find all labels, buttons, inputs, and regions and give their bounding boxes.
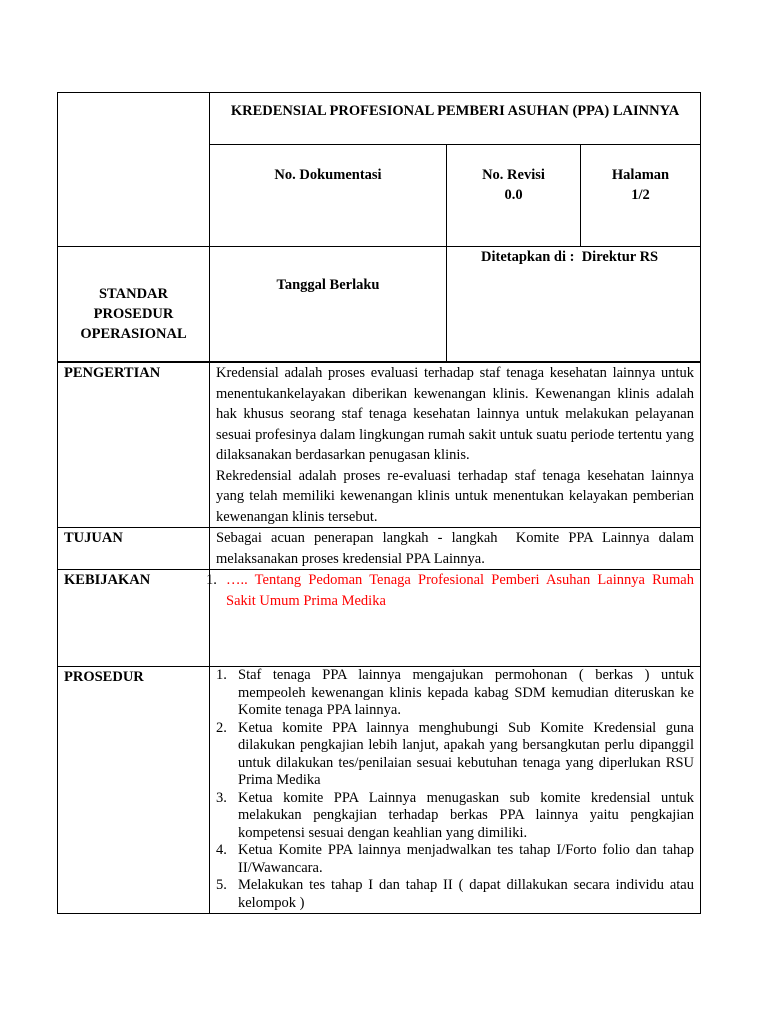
tujuan-content bbox=[210, 528, 701, 570]
kebijakan-label: KEBIJAKAN bbox=[58, 570, 210, 667]
prosedur-list bbox=[216, 667, 694, 912]
ditetapkan-cell bbox=[447, 247, 701, 362]
sop-line-1: STANDAR bbox=[98, 286, 169, 302]
list-item-number: 4. bbox=[216, 842, 227, 858]
list-item bbox=[216, 667, 694, 720]
list-item bbox=[216, 720, 694, 790]
list-item-text: Ketua komite PPA lainnya menghubungi Sub Komite Kredensial guna dilakukan pengkajian lebih lanjut, apakah yang bersangkutan perlu dipanggil untuk dilakukan tes/penilaian sesuai kebutuhan tenaga yang diperlukan RSU Prima Medika bbox=[238, 719, 694, 788]
body-table bbox=[57, 362, 701, 914]
sop-label-cell bbox=[58, 247, 210, 362]
header-table bbox=[57, 92, 701, 362]
pengertian-label: PENGERTIAN bbox=[58, 363, 210, 528]
tanggal-berlaku-label: Tanggal Berlaku bbox=[276, 277, 380, 293]
pengertian-paragraph-1: Kredensial adalah proses evaluasi terhadap staf tenaga kesehatan lainnya untuk menentukankelayakan diberikan kewenangan klinis. Kewenangan klinis adalah hak khusus seorang staf tenaga kesehatan lainnya untuk melakukan pelayanan sesuai profesinya dalam lingkungan rumah sakit untuk suatu periode tertentu yang dilaksanakan berdasarkan penugasan klinis. bbox=[216, 365, 694, 463]
prosedur-label: PROSEDUR bbox=[58, 667, 210, 914]
list-item-number: 1. bbox=[216, 667, 227, 683]
no-dokumentasi-cell bbox=[210, 145, 447, 247]
list-item-text: Ketua komite PPA Lainnya menugaskan sub komite kredensial untuk melakukan pengkajian terhadap berkas PPA lainnya yaitu pengkajian kompetensi sesuai dengan keahlian yang dimiliki. bbox=[238, 789, 694, 841]
no-revisi-value: 0.0 bbox=[504, 187, 523, 203]
halaman-value: 1/2 bbox=[631, 187, 650, 203]
sop-line-2: PROSEDUR bbox=[93, 306, 174, 322]
kebijakan-item bbox=[206, 570, 694, 611]
no-revisi-label: No. Revisi bbox=[482, 167, 545, 183]
list-item bbox=[216, 842, 694, 877]
no-revisi-cell bbox=[447, 145, 581, 247]
tujuan-label: TUJUAN bbox=[58, 528, 210, 570]
document-title: KREDENSIAL PROFESIONAL PEMBERI ASUHAN (PPA) LAINNYA bbox=[210, 93, 701, 145]
kebijakan-item-text: ….. Tentang Pedoman Tenaga Profesional Pemberi Asuhan Lainnya Rumah Sakit Umum Prima Medika bbox=[226, 572, 694, 609]
list-item-text: Staf tenaga PPA lainnya mengajukan permohonan ( berkas ) untuk mempeoleh kewenangan klinis kepada kabag SDM kemudian diteruskan ke Komite tenaga PPA lainnya. bbox=[238, 667, 694, 718]
pengertian-row bbox=[58, 363, 701, 528]
list-item-text: Ketua Komite PPA lainnya menjadwalkan tes tahap I/Forto folio dan tahap II/Wawancara. bbox=[238, 842, 694, 876]
pengertian-paragraph-2: Rekredensial adalah proses re-evaluasi terhadap staf tenaga kesehatan lainnya yang telah memiliki kewenangan klinis untuk menentukan kelayakan pemberian kewenangan klinis tersebut. bbox=[216, 467, 694, 525]
halaman-cell bbox=[581, 145, 701, 247]
halaman-label: Halaman bbox=[611, 167, 670, 183]
list-item-number: 5. bbox=[216, 877, 227, 893]
tujuan-row bbox=[58, 528, 701, 570]
prosedur-row bbox=[58, 667, 701, 914]
tanggal-berlaku-cell bbox=[210, 247, 447, 362]
list-item bbox=[216, 790, 694, 843]
no-dokumentasi-label: No. Dokumentasi bbox=[274, 167, 382, 183]
list-item-number: 2. bbox=[216, 719, 227, 736]
sop-document bbox=[57, 92, 700, 914]
ditetapkan-label: Ditetapkan di : Direktur RS bbox=[481, 249, 659, 265]
kebijakan-row bbox=[58, 570, 701, 667]
kebijakan-content bbox=[206, 570, 701, 667]
prosedur-content bbox=[210, 667, 701, 914]
pengertian-content bbox=[210, 363, 701, 528]
list-item-number: 3. bbox=[216, 789, 227, 806]
list-item-text: Melakukan tes tahap I dan tahap II ( dapat dillakukan secara individu atau kelompok ) bbox=[238, 877, 694, 911]
list-item bbox=[216, 877, 694, 912]
kebijakan-item-number: 1. bbox=[206, 572, 217, 588]
tujuan-text: Sebagai acuan penerapan langkah - langkah Komite PPA Lainnya dalam melaksanakan proses kredensial PPA Lainnya. bbox=[216, 530, 698, 567]
sop-line-3: OPERASIONAL bbox=[80, 326, 187, 342]
logo-cell bbox=[58, 93, 210, 247]
